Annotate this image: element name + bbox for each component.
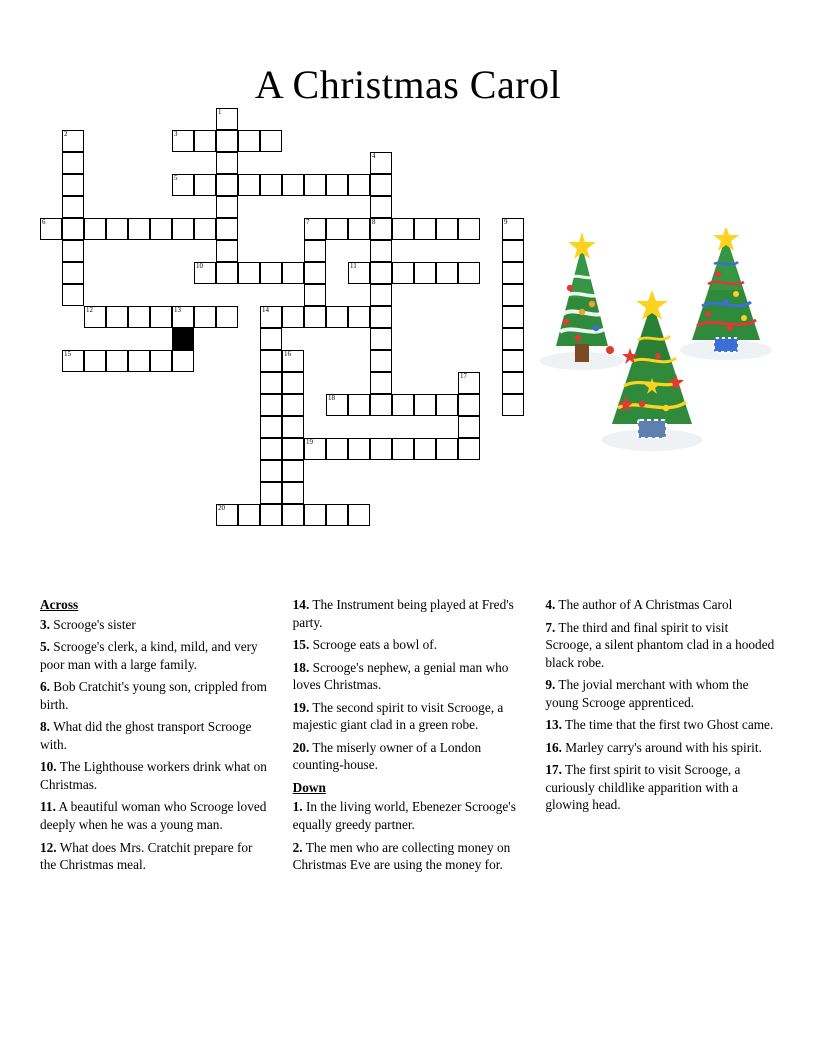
grid-cell[interactable] bbox=[370, 372, 392, 394]
grid-cell[interactable] bbox=[260, 438, 282, 460]
grid-cell-number: 1 bbox=[218, 108, 222, 116]
grid-cell[interactable] bbox=[436, 218, 458, 240]
grid-cell[interactable] bbox=[172, 350, 194, 372]
grid-cell[interactable] bbox=[414, 394, 436, 416]
grid-cell[interactable] bbox=[260, 130, 282, 152]
clue-number: 9. bbox=[545, 677, 556, 693]
grid-cell[interactable] bbox=[216, 240, 238, 262]
grid-cell[interactable] bbox=[304, 174, 326, 196]
grid-cell[interactable] bbox=[282, 438, 304, 460]
clue-number: 8. bbox=[40, 719, 50, 735]
grid-cell[interactable] bbox=[304, 438, 326, 460]
grid-cell[interactable] bbox=[436, 394, 458, 416]
grid-cell[interactable] bbox=[348, 306, 370, 328]
grid-cell[interactable] bbox=[392, 218, 414, 240]
grid-cell[interactable] bbox=[260, 482, 282, 504]
clue-down-1: 1. In the living world, Ebenezer Scrooge's equally greedy partner. bbox=[292, 799, 516, 833]
clue-number: 3. bbox=[40, 616, 50, 632]
grid-cell[interactable] bbox=[370, 394, 392, 416]
grid-cell[interactable] bbox=[216, 504, 238, 526]
grid-cell[interactable] bbox=[348, 218, 370, 240]
clues-section bbox=[40, 596, 776, 976]
clue-across-3: 3. Scrooge's sister bbox=[40, 616, 136, 632]
grid-cell[interactable] bbox=[414, 438, 436, 460]
grid-cell[interactable] bbox=[216, 130, 238, 152]
grid-cell[interactable] bbox=[260, 460, 282, 482]
grid-cell[interactable] bbox=[282, 504, 304, 526]
grid-cell[interactable] bbox=[62, 196, 84, 218]
grid-cell-number: 9 bbox=[504, 218, 508, 226]
clue-down-13: 13. The time that the first two Ghost came. bbox=[545, 717, 774, 733]
grid-cell[interactable] bbox=[326, 306, 348, 328]
grid-cell-number: 12 bbox=[86, 306, 93, 314]
grid-cell[interactable] bbox=[282, 394, 304, 416]
grid-cell-number: 19 bbox=[306, 438, 313, 446]
grid-cell[interactable] bbox=[216, 306, 238, 328]
grid-cell[interactable] bbox=[370, 240, 392, 262]
grid-cell-number: 17 bbox=[460, 372, 467, 380]
grid-cell[interactable] bbox=[502, 328, 524, 350]
three-christmas-trees-illustration bbox=[530, 228, 780, 468]
clue-number: 16. bbox=[545, 739, 562, 755]
grid-cell[interactable] bbox=[172, 174, 194, 196]
grid-cell[interactable] bbox=[260, 174, 282, 196]
grid-cell[interactable] bbox=[414, 218, 436, 240]
grid-cell[interactable] bbox=[238, 504, 260, 526]
grid-cell[interactable] bbox=[304, 284, 326, 306]
grid-cell[interactable] bbox=[458, 438, 480, 460]
grid-cell[interactable] bbox=[282, 372, 304, 394]
grid-cell[interactable] bbox=[458, 416, 480, 438]
grid-cell[interactable] bbox=[304, 218, 326, 240]
grid-cell[interactable] bbox=[370, 152, 392, 174]
clue-across-11: 11. A beautiful woman who Scrooge loved deeply when he was a young man. bbox=[40, 799, 267, 833]
clue-across-12: 12. What does Mrs. Cratchit prepare for the Christmas meal. bbox=[40, 839, 253, 873]
clue-number: 20. bbox=[292, 739, 310, 755]
clue-number: 17. bbox=[545, 762, 562, 778]
grid-cell[interactable] bbox=[128, 218, 150, 240]
grid-cell[interactable] bbox=[326, 218, 348, 240]
grid-cell[interactable] bbox=[128, 306, 150, 328]
clue-across-14: 14. The Instrument being played at Fred's party. bbox=[292, 597, 514, 630]
grid-cell[interactable] bbox=[62, 350, 84, 372]
grid-cell[interactable] bbox=[458, 262, 480, 284]
clue-down-4: 4. The author of A Christmas Carol bbox=[545, 597, 733, 612]
grid-cell[interactable] bbox=[502, 372, 524, 394]
grid-cell[interactable] bbox=[304, 240, 326, 262]
grid-cell[interactable] bbox=[326, 438, 348, 460]
grid-cell[interactable] bbox=[370, 174, 392, 196]
clue-number: 5. bbox=[40, 639, 50, 655]
clue-number: 1. bbox=[292, 799, 303, 815]
grid-cell[interactable] bbox=[282, 416, 304, 438]
clue-down-2: 2. The men who are collecting money on Christmas Eve are using the money for. bbox=[292, 839, 511, 873]
grid-cell[interactable] bbox=[172, 130, 194, 152]
grid-cell[interactable] bbox=[260, 262, 282, 284]
grid-cell[interactable] bbox=[150, 306, 172, 328]
grid-cell[interactable] bbox=[62, 262, 84, 284]
grid-cell[interactable] bbox=[216, 108, 238, 130]
clue-number: 15. bbox=[292, 637, 310, 653]
grid-cell[interactable] bbox=[172, 306, 194, 328]
grid-cell[interactable] bbox=[282, 306, 304, 328]
grid-cell[interactable] bbox=[194, 306, 216, 328]
grid-cell[interactable] bbox=[62, 218, 84, 240]
grid-cell[interactable] bbox=[128, 350, 150, 372]
clue-number: 19. bbox=[292, 699, 310, 715]
clue-down-16: 16. Marley carry's around with his spirit. bbox=[545, 739, 762, 755]
grid-cell[interactable] bbox=[326, 504, 348, 526]
grid-cell[interactable] bbox=[194, 130, 216, 152]
grid-cell[interactable] bbox=[392, 262, 414, 284]
grid-cell[interactable] bbox=[282, 482, 304, 504]
tree-left-icon bbox=[556, 232, 614, 362]
grid-cell[interactable] bbox=[370, 196, 392, 218]
grid-cell[interactable] bbox=[216, 152, 238, 174]
clue-across-6: 6. Bob Cratchit's young son, crippled from birth. bbox=[40, 679, 267, 712]
grid-cell[interactable] bbox=[370, 306, 392, 328]
grid-cell[interactable] bbox=[326, 174, 348, 196]
grid-cell[interactable] bbox=[216, 174, 238, 196]
grid-cell[interactable] bbox=[370, 328, 392, 350]
clue-across-15: 15. Scrooge eats a bowl of. bbox=[292, 637, 438, 653]
grid-cell-number: 16 bbox=[284, 350, 291, 358]
clue-number: 10. bbox=[40, 759, 57, 775]
grid-cell[interactable] bbox=[348, 394, 370, 416]
grid-cell[interactable] bbox=[106, 218, 128, 240]
clue-down-17: 17. The first spirit to visit Scrooge, a curiously childlike apparition with a glowing head. bbox=[545, 762, 741, 813]
grid-cell[interactable] bbox=[150, 218, 172, 240]
clue-across-5: 5. Scrooge's clerk, a kind, mild, and very poor man with a large family. bbox=[40, 639, 258, 672]
grid-cell-number: 20 bbox=[218, 504, 225, 512]
clue-across-18: 18. Scrooge's nephew, a genial man who loves Christmas. bbox=[292, 659, 509, 693]
crossword-grid[interactable] bbox=[40, 108, 540, 588]
grid-cell[interactable] bbox=[238, 130, 260, 152]
grid-cell[interactable] bbox=[62, 284, 84, 306]
grid-cell[interactable] bbox=[194, 218, 216, 240]
grid-cell[interactable] bbox=[458, 372, 480, 394]
grid-cell[interactable] bbox=[436, 262, 458, 284]
page-title: A Christmas Carol bbox=[254, 61, 562, 107]
grid-cell[interactable] bbox=[62, 152, 84, 174]
grid-cell-number: 18 bbox=[328, 394, 335, 402]
tree-center-icon bbox=[612, 290, 692, 438]
grid-cell-number: 2 bbox=[64, 130, 68, 138]
grid-cell[interactable] bbox=[62, 174, 84, 196]
grid-cell[interactable] bbox=[62, 130, 84, 152]
grid-cell-number: 3 bbox=[174, 130, 178, 138]
grid-cell[interactable] bbox=[502, 350, 524, 372]
grid-cell[interactable] bbox=[260, 504, 282, 526]
grid-cell[interactable] bbox=[238, 174, 260, 196]
grid-cell[interactable] bbox=[502, 284, 524, 306]
grid-cell[interactable] bbox=[392, 394, 414, 416]
grid-cell[interactable] bbox=[260, 416, 282, 438]
grid-cell[interactable] bbox=[502, 218, 524, 240]
grid-cell[interactable] bbox=[216, 196, 238, 218]
grid-cell[interactable] bbox=[106, 350, 128, 372]
clue-number: 4. bbox=[545, 597, 556, 612]
grid-cell[interactable] bbox=[458, 218, 480, 240]
grid-cell-number: 13 bbox=[174, 306, 181, 314]
grid-cell[interactable] bbox=[392, 438, 414, 460]
grid-cell[interactable] bbox=[370, 284, 392, 306]
grid-cell[interactable] bbox=[502, 306, 524, 328]
grid-cell[interactable] bbox=[194, 174, 216, 196]
grid-cell-number: 14 bbox=[262, 306, 269, 314]
clue-number: 11. bbox=[40, 799, 56, 815]
down-heading: Down bbox=[292, 779, 326, 795]
grid-cell[interactable] bbox=[304, 504, 326, 526]
grid-cell[interactable] bbox=[84, 350, 106, 372]
clue-across-20: 20. The miserly owner of a London counting-house. bbox=[292, 739, 482, 773]
grid-cell[interactable] bbox=[260, 306, 282, 328]
grid-cell[interactable] bbox=[304, 262, 326, 284]
grid-cell[interactable] bbox=[216, 218, 238, 240]
grid-cell[interactable] bbox=[458, 394, 480, 416]
grid-cell[interactable] bbox=[326, 394, 348, 416]
clue-across-10: 10. The Lighthouse workers drink what on Christmas. bbox=[40, 759, 267, 792]
grid-cell[interactable] bbox=[84, 218, 106, 240]
clue-number: 18. bbox=[292, 659, 310, 675]
tree-right-icon bbox=[692, 228, 760, 352]
grid-cell[interactable] bbox=[260, 394, 282, 416]
grid-cell-number: 11 bbox=[350, 262, 357, 270]
grid-cell[interactable] bbox=[282, 350, 304, 372]
clue-across-8: 8. What did the ghost transport Scrooge with. bbox=[40, 719, 252, 752]
grid-cell[interactable] bbox=[62, 240, 84, 262]
grid-cell[interactable] bbox=[502, 394, 524, 416]
grid-cell[interactable] bbox=[282, 262, 304, 284]
grid-cell[interactable] bbox=[172, 218, 194, 240]
clue-down-9: 9. The jovial merchant with whom the young Scrooge apprenticed. bbox=[545, 677, 749, 710]
grid-cell[interactable] bbox=[348, 262, 370, 284]
grid-cell[interactable] bbox=[348, 504, 370, 526]
clue-number: 7. bbox=[545, 619, 556, 635]
grid-cell[interactable] bbox=[414, 262, 436, 284]
grid-cell[interactable] bbox=[260, 328, 282, 350]
grid-cell[interactable] bbox=[502, 262, 524, 284]
grid-cell[interactable] bbox=[370, 262, 392, 284]
grid-cell[interactable] bbox=[260, 350, 282, 372]
grid-cell[interactable] bbox=[216, 262, 238, 284]
clue-number: 2. bbox=[292, 839, 303, 855]
clue-number: 6. bbox=[40, 679, 50, 695]
clue-number: 14. bbox=[292, 597, 310, 612]
clue-down-7: 7. The third and final spirit to visit Scrooge, a silent phantom clad in a hooded black robe. bbox=[545, 619, 775, 670]
grid-cell-number: 8 bbox=[372, 218, 376, 226]
grid-cell[interactable] bbox=[238, 262, 260, 284]
clue-number: 13. bbox=[545, 717, 562, 733]
grid-cell-number: 6 bbox=[42, 218, 46, 226]
grid-cell[interactable] bbox=[370, 218, 392, 240]
grid-cell[interactable] bbox=[436, 438, 458, 460]
grid-cell[interactable] bbox=[348, 174, 370, 196]
grid-cell[interactable] bbox=[194, 262, 216, 284]
across-heading: Across bbox=[40, 597, 79, 612]
grid-cell-number: 7 bbox=[306, 218, 310, 226]
grid-cell-number: 4 bbox=[372, 152, 376, 160]
grid-cell[interactable] bbox=[260, 372, 282, 394]
grid-cell-number: 10 bbox=[196, 262, 203, 270]
grid-cell[interactable] bbox=[370, 438, 392, 460]
grid-cell[interactable] bbox=[106, 306, 128, 328]
grid-cell-blocked bbox=[172, 328, 194, 350]
grid-cell[interactable] bbox=[502, 240, 524, 262]
grid-cell-number: 15 bbox=[64, 350, 71, 358]
grid-cell[interactable] bbox=[150, 350, 172, 372]
grid-cell[interactable] bbox=[40, 218, 62, 240]
grid-cell[interactable] bbox=[282, 174, 304, 196]
grid-cell[interactable] bbox=[282, 460, 304, 482]
grid-cell-number: 5 bbox=[174, 174, 178, 182]
clue-across-19: 19. The second spirit to visit Scrooge, a majestic giant clad in a green robe. bbox=[292, 699, 504, 733]
grid-cell[interactable] bbox=[348, 438, 370, 460]
grid-cell[interactable] bbox=[84, 306, 106, 328]
grid-cell[interactable] bbox=[304, 306, 326, 328]
grid-cell[interactable] bbox=[370, 350, 392, 372]
clue-number: 12. bbox=[40, 839, 57, 855]
